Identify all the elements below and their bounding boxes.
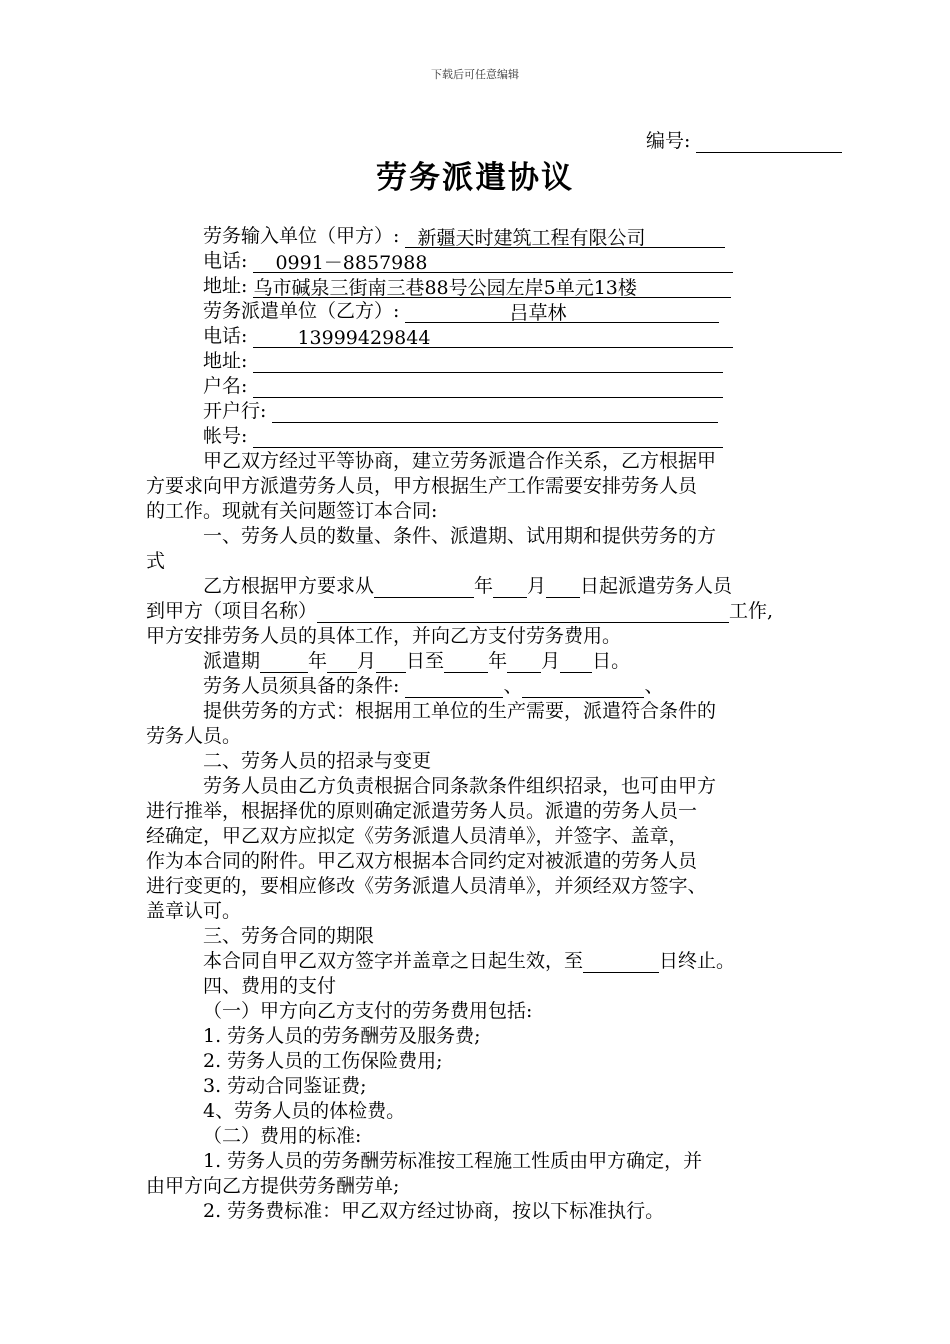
term-end-blank (583, 951, 659, 973)
conditions-label: 劳务人员须具备的条件: (203, 675, 400, 697)
period-end-year-label: 年 (488, 650, 508, 672)
section1-method-line-2: 劳务人员。 (146, 725, 242, 747)
party-b-phone-value: 13999429844 (297, 327, 431, 349)
condition-separator-2: 、 (644, 675, 664, 697)
party-b-account-name-label: 户名: (203, 375, 248, 397)
project-label: 到甲方（项目名称） (146, 600, 318, 622)
section1-project-line (146, 599, 773, 623)
term-prefix: 本合同自甲乙双方签字并盖章之日起生效，至 (203, 950, 584, 972)
section3-term-line (203, 949, 735, 973)
start-month-label: 月 (527, 575, 547, 597)
period-end-month-label: 月 (541, 650, 561, 672)
intro-line-2: 方要求向甲方派遣劳务人员，甲方根据生产工作需要安排劳务人员 (146, 475, 698, 497)
party-a-unit-blank (405, 226, 725, 248)
section1-method-line-1: 提供劳务的方式：根据用工单位的生产需要，派遣符合条件的 (203, 700, 717, 722)
party-b-account-no-blank (253, 426, 723, 448)
intro-line-3: 的工作。现就有关问题签订本合同: (146, 500, 438, 522)
party-b-unit-label: 劳务派遣单位（乙方）: (203, 300, 400, 322)
party-b-phone-label: 电话: (203, 325, 248, 347)
section3-heading: 三、劳务合同的期限 (203, 925, 375, 947)
start-prefix: 乙方根据甲方要求从 (203, 575, 375, 597)
party-b-phone-line (203, 324, 733, 348)
condition-2-blank (522, 676, 644, 698)
party-b-phone-blank (253, 326, 733, 348)
party-a-phone-blank (253, 251, 733, 273)
section1-heading-2: 式 (146, 550, 166, 572)
party-b-bank-label: 开户行: (203, 400, 267, 422)
section4-standard-1b: 由甲方向乙方提供劳务酬劳单; (146, 1175, 400, 1197)
period-day-end-label: 日。 (592, 650, 631, 672)
document-title: 劳务派遣协议 (376, 160, 574, 196)
party-b-address-line (203, 349, 723, 373)
section4-heading: 四、费用的支付 (203, 975, 337, 997)
contract-number-label: 编号: (646, 130, 691, 152)
period-start-year-blank (260, 651, 308, 673)
party-a-phone-line (203, 249, 733, 273)
period-end-day-blank (560, 651, 592, 673)
party-b-account-no-label: 帐号: (203, 425, 248, 447)
party-a-address-line (203, 274, 731, 298)
party-b-unit-value: 吕草林 (509, 302, 567, 324)
section2-line-2: 进行推举，根据择优的原则确定派遣劳务人员。派遣的劳务人员一 (146, 800, 698, 822)
party-b-bank-blank (272, 401, 718, 423)
contract-number-blank (696, 134, 842, 153)
party-a-unit-label: 劳务输入单位（甲方）: (203, 225, 400, 247)
section4-sub2: （二）费用的标准: (203, 1125, 362, 1147)
period-day-to-label: 日至 (406, 650, 445, 672)
period-start-day-blank (376, 651, 406, 673)
party-b-account-name-blank (253, 376, 723, 398)
section1-arrange-line: 甲方安排劳务人员的具体工作，并向乙方支付劳务费用。 (146, 625, 622, 647)
condition-separator-1: 、 (503, 675, 523, 697)
section2-line-5: 进行变更的，要相应修改《劳务派遣人员清单》，并须经双方签字、 (146, 875, 707, 897)
section1-heading-1: 一、劳务人员的数量、条件、派遣期、试用期和提供劳务的方 (203, 525, 717, 547)
start-year-label: 年 (474, 575, 494, 597)
start-month-blank (493, 576, 527, 598)
period-start-month-blank (327, 651, 357, 673)
section1-conditions-line (203, 674, 663, 698)
section1-start-line (203, 574, 732, 598)
section2-line-6: 盖章认可。 (146, 900, 242, 922)
intro-line-1: 甲乙双方经过平等协商，建立劳务派遣合作关系，乙方根据甲 (203, 450, 717, 472)
section4-sub1: （一）甲方向乙方支付的劳务费用包括: (203, 1000, 533, 1022)
section4-standard-2: 2. 劳务费标准：甲乙双方经过协商，按以下标准执行。 (203, 1200, 665, 1222)
party-a-address-label: 地址: (203, 275, 248, 297)
start-day-label: 日起派遣劳务人员 (580, 575, 733, 597)
section2-heading: 二、劳务人员的招录与变更 (203, 750, 432, 772)
project-name-blank (317, 601, 729, 623)
section4-standard-1a: 1. 劳务人员的劳务酬劳标准按工程施工性质由甲方确定，并 (203, 1150, 703, 1172)
party-a-address-blank (253, 276, 731, 298)
party-b-bank-line (203, 399, 718, 423)
section2-line-3: 经确定，甲乙双方应拟定《劳务派遣人员清单》，并签字、盖章， (146, 825, 688, 847)
section4-item-3: 3. 劳动合同鉴证费; (203, 1075, 367, 1097)
start-year-blank (374, 576, 474, 598)
section2-line-4: 作为本合同的附件。甲乙双方根据本合同约定对被派遣的劳务人员 (146, 850, 698, 872)
party-a-unit-line (203, 224, 725, 248)
period-end-year-blank (444, 651, 488, 673)
period-start-month-label: 月 (357, 650, 377, 672)
party-a-phone-value: 0991－8857988 (275, 252, 428, 274)
party-b-unit-blank (405, 301, 719, 323)
party-a-unit-value: 新疆天时建筑工程有限公司 (417, 227, 646, 249)
period-end-month-blank (507, 651, 541, 673)
period-start-year-label: 年 (308, 650, 328, 672)
term-suffix: 日终止。 (659, 950, 736, 972)
party-b-account-no-line (203, 424, 723, 448)
section2-line-1: 劳务人员由乙方负责根据合同条款条件组织招录，也可由甲方 (203, 775, 717, 797)
section1-period-line (203, 649, 630, 673)
section4-item-2: 2. 劳务人员的工伤保险费用; (203, 1050, 443, 1072)
party-a-phone-label: 电话: (203, 250, 248, 272)
party-b-address-blank (253, 351, 723, 373)
condition-1-blank (405, 676, 503, 698)
contract-number (646, 126, 842, 153)
project-work: 工作, (729, 600, 774, 622)
section4-item-1: 1. 劳务人员的劳务酬劳及服务费; (203, 1025, 481, 1047)
party-b-address-label: 地址: (203, 350, 248, 372)
watermark-text: 下载后可任意编辑 (431, 68, 519, 81)
start-day-blank (546, 576, 580, 598)
section4-item-4: 4、劳务人员的体检费。 (203, 1100, 406, 1122)
party-b-unit-line (203, 299, 719, 323)
party-b-account-name-line (203, 374, 723, 398)
party-a-address-value: 乌市碱泉三街南三巷88号公园左岸5单元13楼 (253, 277, 637, 299)
period-label: 派遣期 (203, 650, 261, 672)
